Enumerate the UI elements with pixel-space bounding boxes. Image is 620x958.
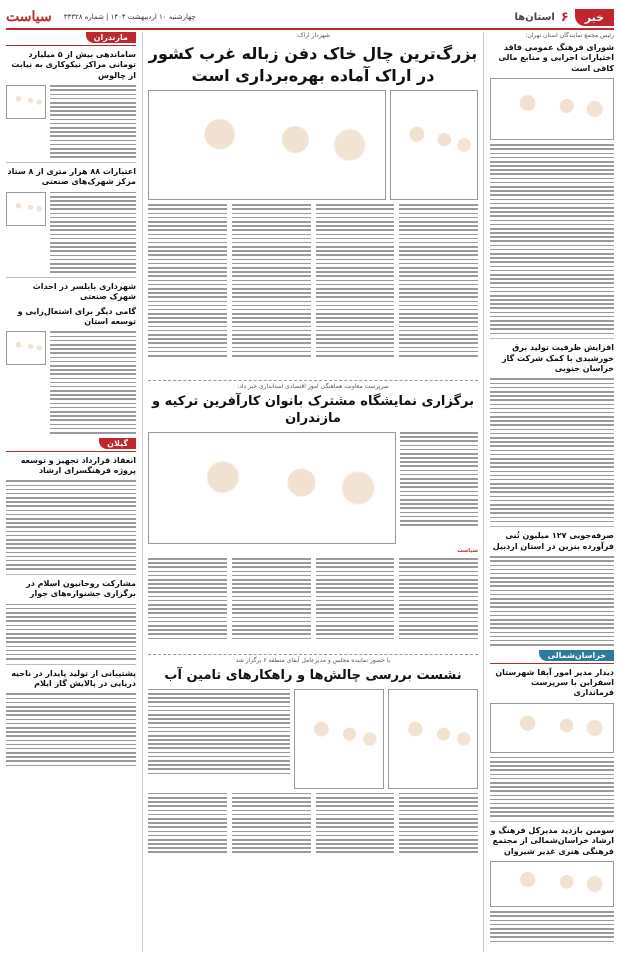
article-text xyxy=(399,204,478,376)
article-text xyxy=(490,911,614,942)
news-photo xyxy=(490,78,614,140)
headline: مشارکت روحانیون اسلام در برگزاری جشنواره‌های جوار xyxy=(26,578,136,599)
article-text xyxy=(316,793,395,952)
portrait-photo xyxy=(6,192,46,226)
region-label: استان‌ها xyxy=(514,11,555,23)
article-text xyxy=(148,558,227,650)
headline: پشتیبانی از تولید پایدار در ناحیه دریایی در پالایش گاز ایلام xyxy=(11,668,136,689)
headline: افزایش ظرفیت تولید برق خورشیدی با کمک شرکت گاز خراسان جنوبی xyxy=(501,343,614,373)
middle-column xyxy=(142,32,484,952)
section-tag: خراسان‌شمالی xyxy=(539,650,614,661)
section-tag: خبر xyxy=(575,9,614,26)
article-text xyxy=(490,556,614,646)
article-text xyxy=(6,480,136,570)
article-text xyxy=(399,793,478,952)
kicker: رئیس مجمع نمایندگان استان تهران: xyxy=(525,32,614,39)
headline: انعقاد قرارداد تجهیز و توسعه پروژه فرهنگسرای ارشاد xyxy=(20,455,136,475)
headline: نشست بررسی چالش‌ها و راهکارهای تامین آب xyxy=(164,667,462,683)
issue-meta: چهارشنبه ۱۰ اردیبهشت ۱۴۰۴ | شماره ۳۴۳۲۸ xyxy=(63,13,196,21)
newspaper-logo: سیاست xyxy=(6,9,52,25)
kicker: شهردار اراک: xyxy=(296,32,330,39)
article-text xyxy=(50,85,136,158)
portrait-photo xyxy=(6,331,46,365)
article-text xyxy=(490,757,614,817)
article-text xyxy=(400,432,478,544)
headline: اعتبارات ۸۸ هزار متری از ۸ ستاد مرکز شهرک‌های صنعتی xyxy=(7,166,136,187)
article-text xyxy=(316,204,395,376)
main-headline: بزرگ‌ترین چال خاک دفن زباله غرب کشور در اراک آماده بهره‌برداری است xyxy=(148,44,478,85)
portrait-photo xyxy=(6,85,46,119)
article-text xyxy=(316,558,395,650)
headline: ساماندهی بیش از ۵ میلیارد تومانی مراکز نیکوکاری به نیابت از چالوس xyxy=(11,50,136,80)
article-text xyxy=(232,793,311,952)
section-header xyxy=(490,650,614,664)
article-text xyxy=(232,204,311,376)
byline: سیاست xyxy=(457,547,478,554)
portrait-photo xyxy=(388,689,478,789)
article-text xyxy=(50,192,136,273)
headline: شهرداری بابلسر در احداث شهرک صنعتی xyxy=(32,281,136,302)
section-header xyxy=(6,438,136,452)
article-text xyxy=(6,604,136,660)
article-text xyxy=(148,793,227,952)
news-photo xyxy=(490,703,614,753)
section-tag: گیلان xyxy=(99,438,136,449)
headline: دیدار مدیر امور آبفا شهرستان اسفراین با سرپرست فرمانداری xyxy=(495,667,614,698)
portrait-photo xyxy=(390,90,478,200)
article-text xyxy=(50,331,136,433)
article-text xyxy=(148,204,227,376)
article-text xyxy=(6,693,136,766)
headline: گامی دیگر برای اشتغال‌زایی و توسعه استان xyxy=(17,306,136,327)
article-text xyxy=(232,558,311,650)
article-text xyxy=(399,558,478,650)
news-photo xyxy=(490,861,614,907)
sub-kicker: سرپرست معاونت هماهنگی امور اقتصادی استانداری خبر داد: xyxy=(148,380,478,390)
meeting-photo xyxy=(294,689,384,789)
page-header xyxy=(6,6,614,30)
left-column xyxy=(6,32,136,952)
headline: شورای فرهنگ عمومی فاقد اختیارات اجرایی و منابع مالی کافی است xyxy=(498,43,614,73)
headline: صرفه‌جویی ۱۲۷ میلیون تُنی فرآورده بنزین در استان اردبیل xyxy=(492,531,614,551)
article-text xyxy=(490,378,614,522)
headline: برگزاری نمایشگاه مشترک بانوان کارآفرین ترکیه و مازندران xyxy=(151,394,475,427)
sub-kicker: با حضور نماینده مجلس و مدیرعامل آبفای منطقه ۶ برگزار شد xyxy=(148,654,478,664)
right-column xyxy=(490,32,614,952)
exhibition-photo xyxy=(148,432,396,544)
article-text xyxy=(148,689,290,789)
meeting-photo xyxy=(148,90,386,200)
section-tag: مازندران xyxy=(86,32,136,43)
page-number: ۶ xyxy=(560,9,569,25)
article-text xyxy=(490,144,614,334)
headline: سومین بازدید مدیرکل فرهنگ و ارشاد خراسان‌شمالی از مجتمع فرهنگی هنری غدیر شیروان xyxy=(490,826,614,856)
section-header xyxy=(6,32,136,46)
